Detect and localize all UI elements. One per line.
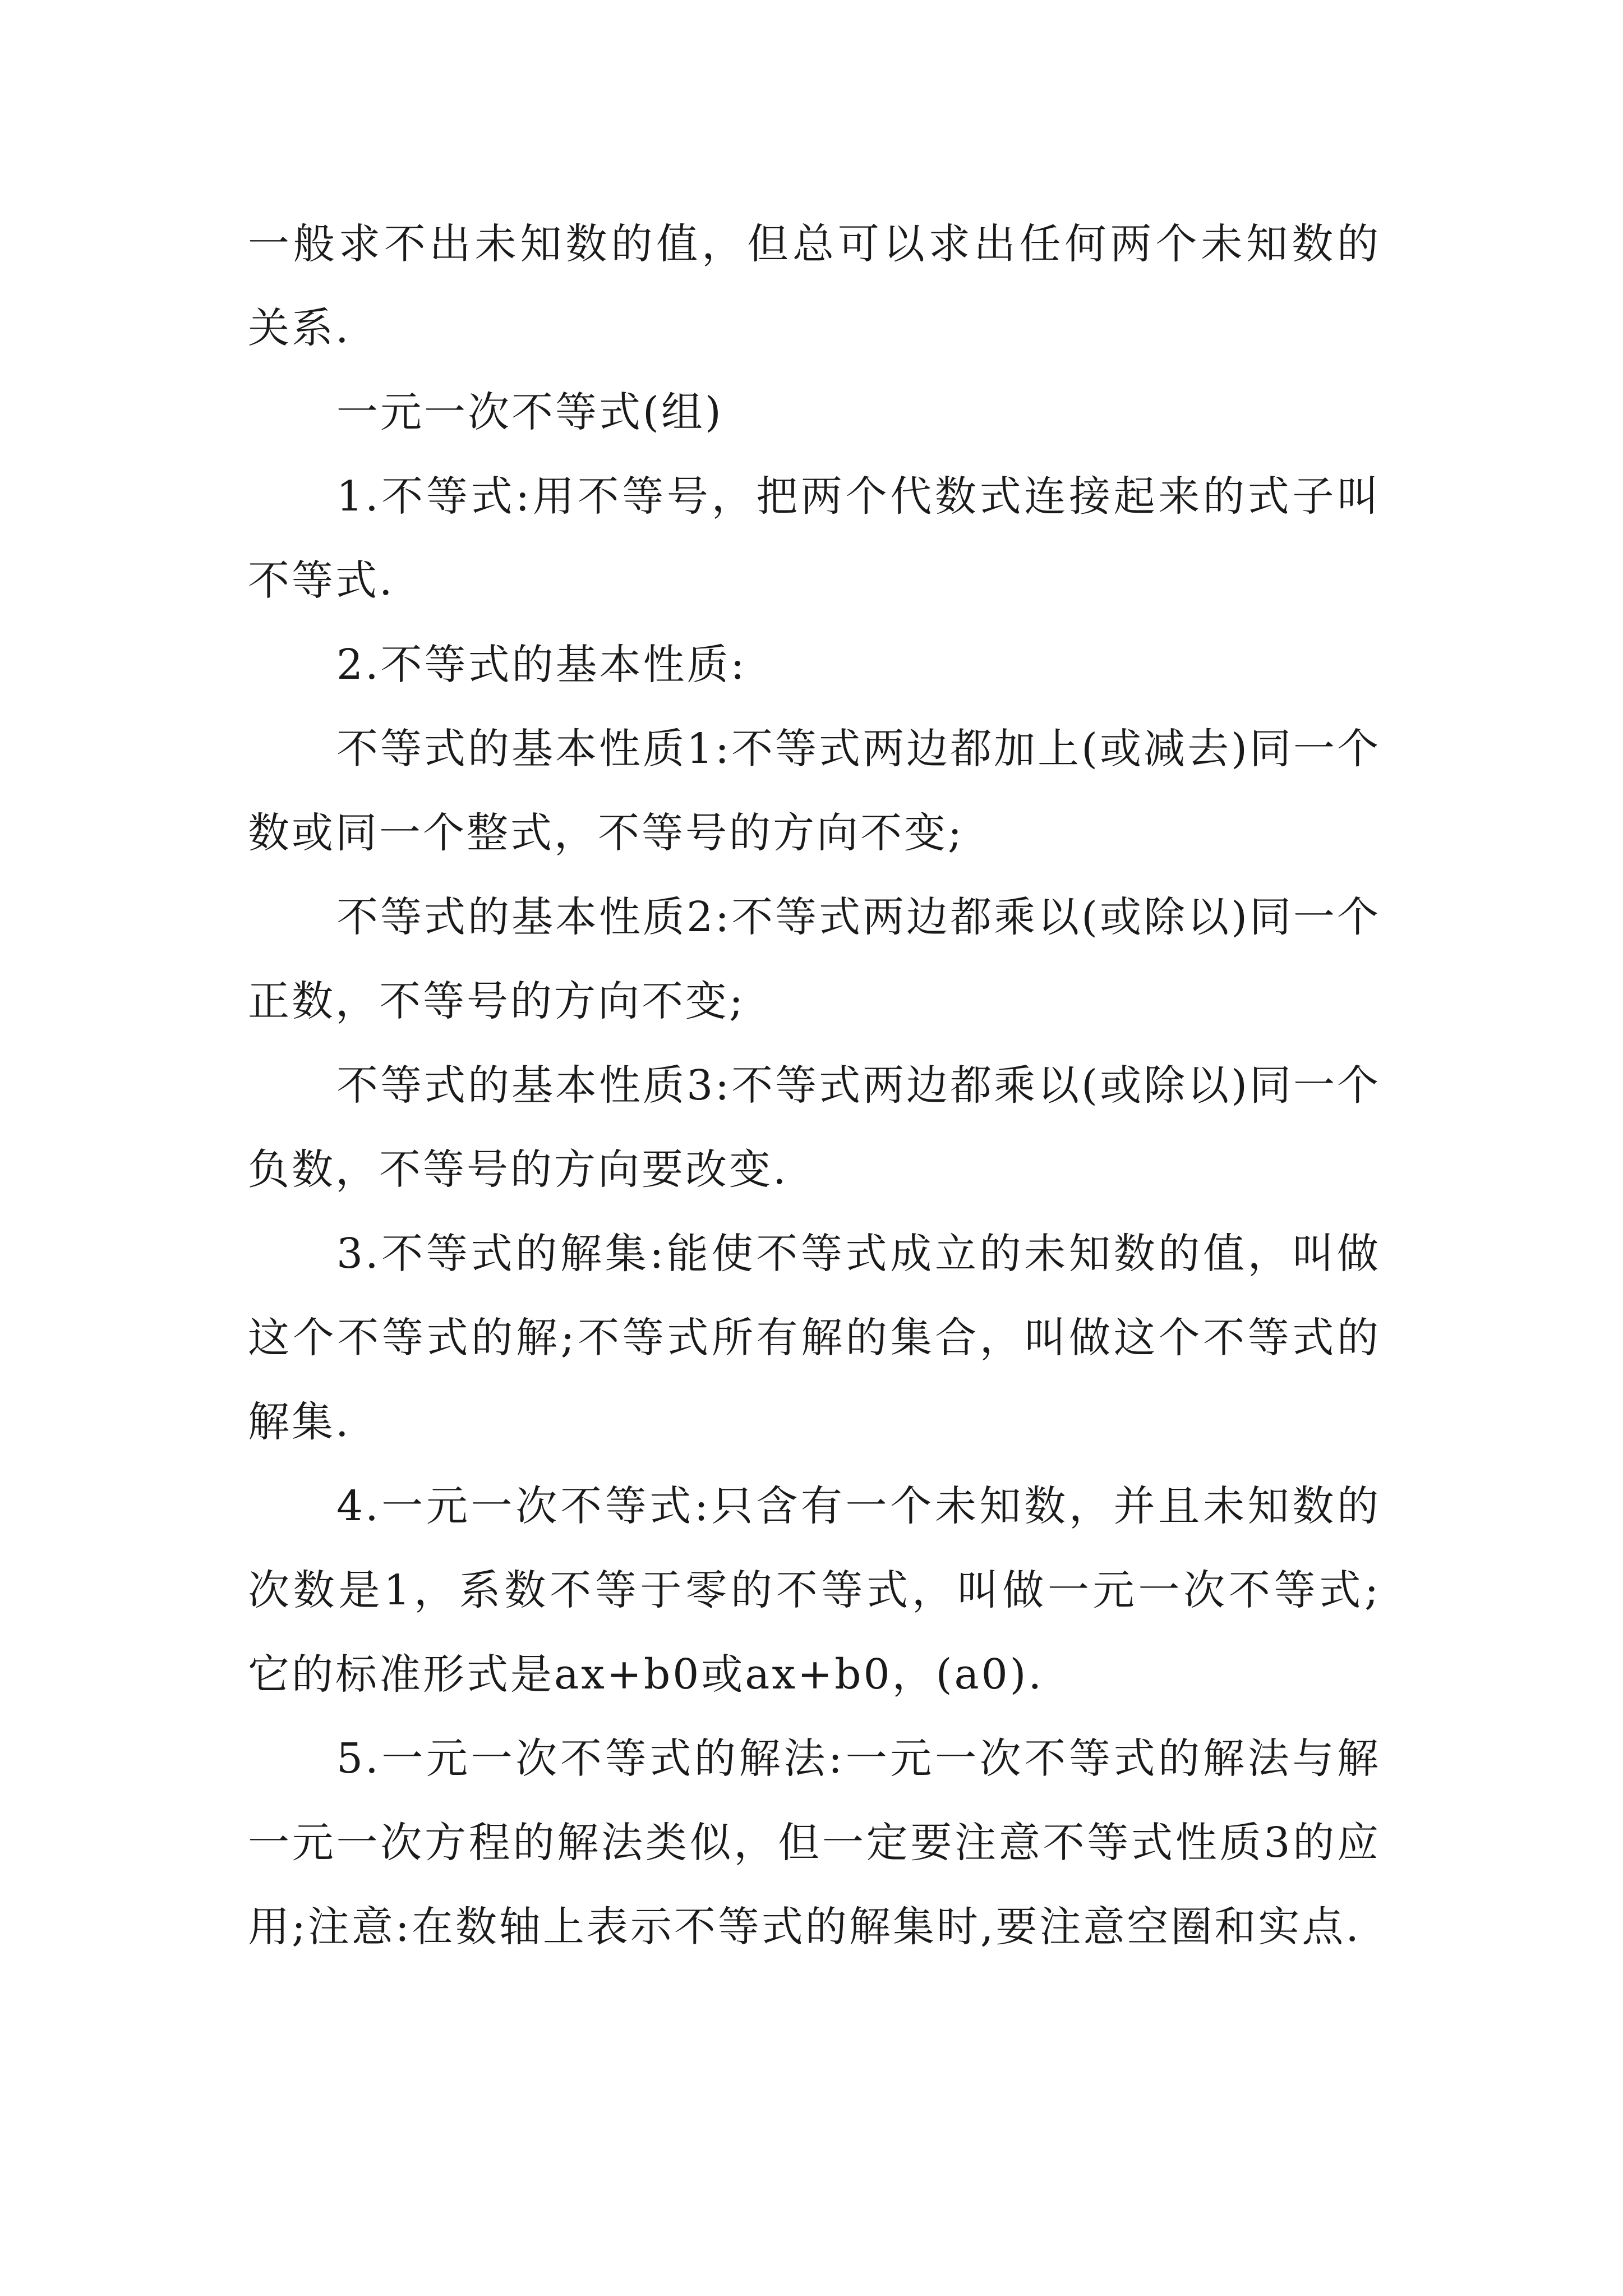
paragraph-property-3: 不等式的基本性质3:不等式两边都乘以(或除以)同一个负数，不等号的方向要改变. [248,1061,1381,1194]
paragraph-continuation: 一般求不出未知数的值，但总可以求出任何两个未知数的关系. [248,220,1381,352]
paragraph-linear-inequality: 4.一元一次不等式:只含有一个未知数，并且未知数的次数是1，系数不等于零的不等式，叫做一元一次不等式;它的标准形式是ax+b0或ax+b0，(a0). [248,1482,1381,1699]
paragraph-property-2: 不等式的基本性质2:不等式两边都乘以(或除以)同一个正数，不等号的方向不变; [248,893,1381,1025]
paragraph-solving-method: 5.一元一次不等式的解法:一元一次不等式的解法与解一元一次方程的解法类似，但一定要注意不等式性质3的应用;注意:在数轴上表示不等式的解集时,要注意空圈和实点. [248,1734,1381,1951]
paragraph-solution-set: 3.不等式的解集:能使不等式成立的未知数的值，叫做这个不等式的解;不等式所有解的集合，叫做这个不等式的解集. [248,1230,1381,1446]
paragraph-definition-inequality: 1.不等式:用不等号，把两个代数式连接起来的式子叫不等式. [248,472,1381,605]
paragraph-basic-properties-heading: 2.不等式的基本性质: [336,641,747,689]
document-body [248,202,1381,1969]
paragraph-property-1: 不等式的基本性质1:不等式两边都加上(或减去)同一个数或同一个整式，不等号的方向不变; [248,725,1381,857]
section-heading-inequalities: 一元一次不等式(组) [336,388,723,436]
